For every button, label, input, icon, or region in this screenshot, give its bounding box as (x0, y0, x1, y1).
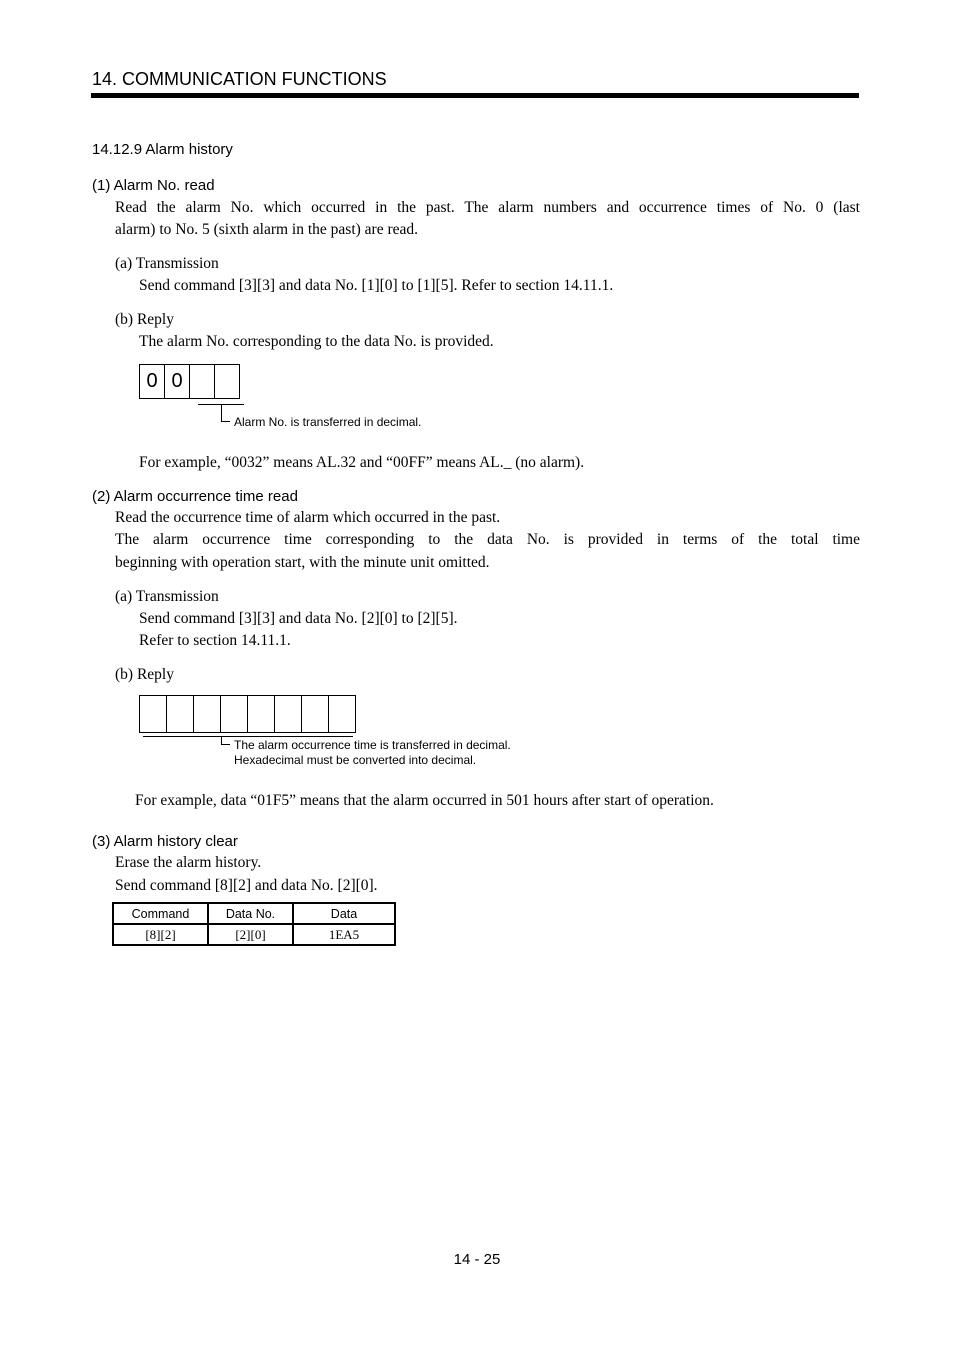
alarm-no-note: Alarm No. is transferred in decimal. (234, 415, 422, 429)
alarm-history-clear-line1: Erase the alarm history. (115, 854, 262, 871)
chapter-title: 14. COMMUNICATION FUNCTIONS (92, 69, 387, 89)
leader-tick (221, 421, 230, 422)
alarm-time-data-boxes (139, 695, 356, 733)
alarm-no-read-heading: (1) Alarm No. read (92, 177, 215, 194)
table-cell: [2][0] (208, 924, 293, 945)
data-box (328, 695, 356, 733)
data-box: 0 (139, 364, 165, 399)
section-heading: 14.12.9 Alarm history (92, 141, 233, 158)
page-number: 14 - 25 (453, 1251, 501, 1268)
table-header-cell: Data No. (208, 903, 293, 924)
command-table (112, 902, 396, 946)
transmission-heading-2: (a) Transmission (115, 588, 219, 605)
header-rule (91, 93, 859, 98)
alarm-time-desc-line1: Read the occurrence time of alarm which occurred in the past. (115, 509, 501, 526)
alarm-time-note-1: The alarm occurrence time is transferred in decimal. (234, 738, 511, 752)
alarm-history-clear-heading: (3) Alarm history clear (92, 833, 238, 850)
data-box (166, 695, 194, 733)
data-box (301, 695, 329, 733)
transmission-text-1: Send command [3][3] and data No. [1][0] to [1][5]. Refer to section 14.11.1. (139, 277, 614, 294)
table-cell: [8][2] (113, 924, 208, 945)
alarm-no-data-boxes (139, 364, 240, 399)
table-header-row (113, 903, 395, 924)
data-box (193, 695, 221, 733)
transmission-text-2a: Send command [3][3] and data No. [2][0] to [2][5]. (139, 610, 458, 627)
alarm-history-clear-line2: Send command [8][2] and data No. [2][0]. (115, 877, 378, 894)
data-box (139, 695, 167, 733)
leader-line (221, 404, 222, 421)
data-box: 0 (164, 364, 190, 399)
table-header-cell: Command (113, 903, 208, 924)
transmission-text-2b: Refer to section 14.11.1. (139, 632, 291, 649)
alarm-time-desc-line3: beginning with operation start, with the minute unit omitted. (115, 554, 490, 571)
data-box (214, 364, 240, 399)
table-header-cell: Data (293, 903, 395, 924)
data-box (220, 695, 248, 733)
data-box (247, 695, 275, 733)
table-row (113, 924, 395, 945)
alarm-no-read-desc-line2: alarm) to No. 5 (sixth alarm in the past) are read. (115, 221, 418, 238)
alarm-time-note-2: Hexadecimal must be converted into decimal. (234, 753, 477, 767)
table-cell: 1EA5 (293, 924, 395, 945)
alarm-no-read-desc-line1: Read the alarm No. which occurred in the past. The alarm numbers and occurrence times of No. 0 (last (115, 199, 860, 216)
transmission-heading-1: (a) Transmission (115, 255, 219, 272)
reply-heading-2: (b) Reply (115, 666, 174, 683)
leader-line (221, 736, 222, 744)
data-box (189, 364, 215, 399)
reply-heading-1: (b) Reply (115, 311, 174, 328)
alarm-time-read-heading: (2) Alarm occurrence time read (92, 488, 298, 505)
alarm-time-example: For example, data “01F5” means that the alarm occurred in 501 hours after start of operation. (135, 792, 714, 809)
alarm-time-desc-line2: The alarm occurrence time corresponding to the data No. is provided in terms of the total time (115, 531, 860, 548)
reply-text-1: The alarm No. corresponding to the data No. is provided. (139, 333, 494, 350)
alarm-no-example: For example, “0032” means AL.32 and “00FF” means AL._ (no alarm). (139, 454, 585, 471)
leader-tick (221, 744, 230, 745)
data-box (274, 695, 302, 733)
bracket-line (143, 736, 353, 737)
